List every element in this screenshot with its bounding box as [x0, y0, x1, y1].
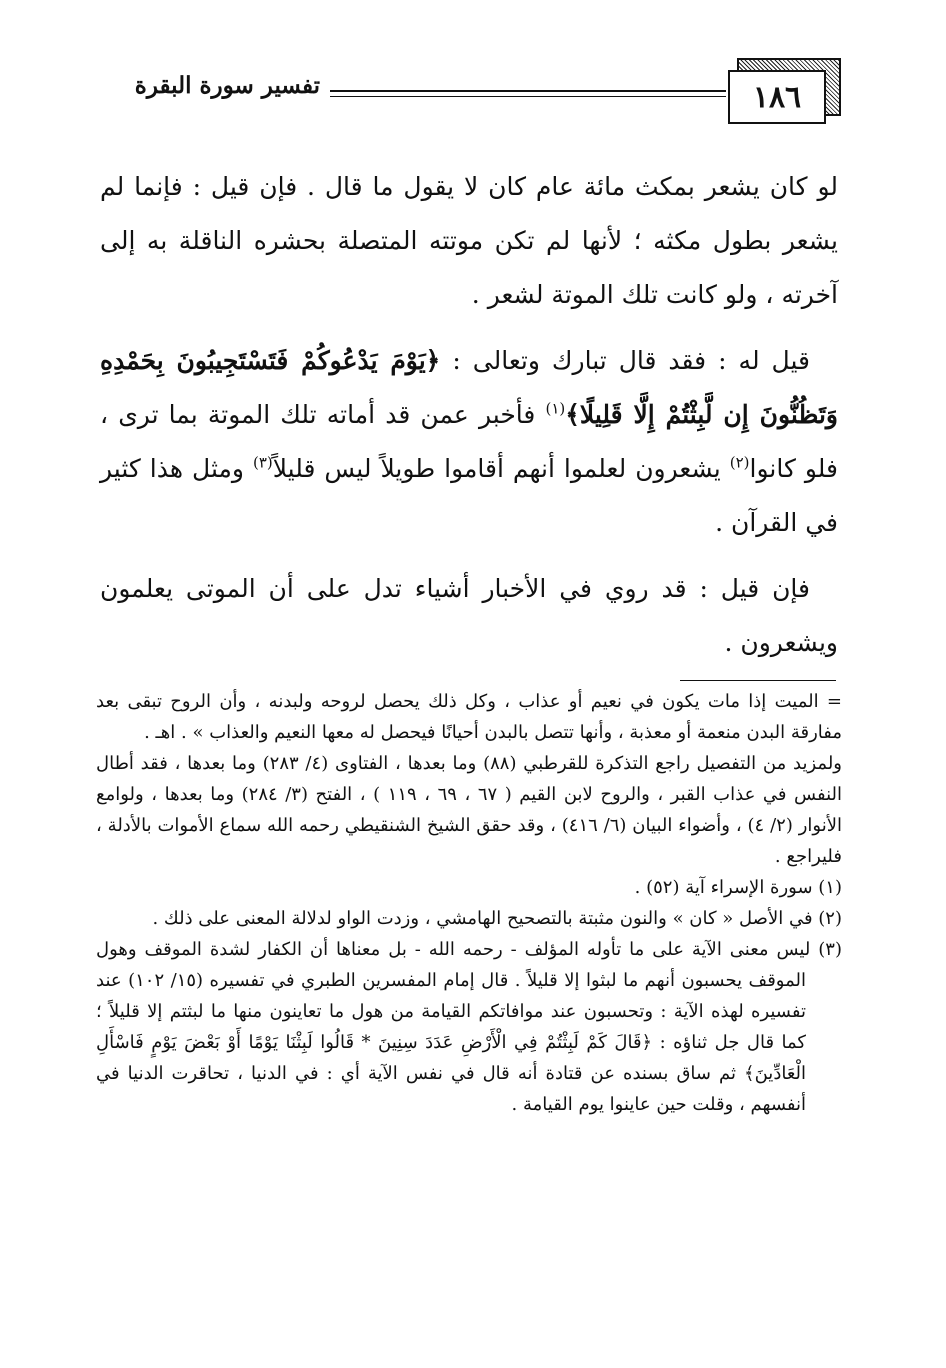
paragraph-3: فإن قيل : قد روي في الأخبار أشياء تدل على أن الموتى يعلمون ويشعرون .	[100, 574, 838, 657]
main-text	[100, 160, 838, 682]
footnote-3: (٣) ليس معنى الآية على ما تأوله المؤلف - رحمه الله - بل معناها أن الكفار لشدة الموقف وهول الموقف يحسبون أنهم ما لبثوا إلا قليلاً . قال إمام المفسرين الطبري في تفسيره (١٥/ ١٠٢) عند تفسيره لهذه الآية : وتحسبون عند موافاتكم القيامة من هول ما تعاينون منها ما لبثتم إلا قليلاً ؛ كما قال جل ثناؤه : ﴿قَالَ كَمْ لَبِثْتُمْ فِي الْأَرْضِ عَدَدَ سِنِينَ * قَالُوا لَبِثْنَا يَوْمًا أَوْ بَعْضَ يَوْمٍ فَاسْأَلِ الْعَادِّينَ﴾ ثم ساق بسنده عن قتادة أنه قال في نفس الآية أي : في الدنيا ، تحاقرت الدنيا في أنفسهم ، وقلت حين عاينوا يوم القيامة .	[96, 939, 842, 1115]
footnote-further-reading: ولمزيد من التفصيل راجع التذكرة للقرطبي (٨٨) وما بعدها ، الفتاوى (٤/ ٢٨٣) وما بعدها ، فقد أطال النفس في عذاب القبر ، والروح لابن القيم ( ٦٧ ، ٦٩ ، ١١٩ ) ، الفتح (٣/ ٢٨٤) وما بعدها ، ولوامع الأنوار (٢/ ٤) ، وأضواء البيان (٦/ ٤١٦) ، وقد حقق الشيخ الشنقيطي رحمه الله سماع الأموات بالأدلة ، فليراجع .	[96, 753, 842, 867]
footnote-2: (٢) في الأصل « كان » والنون مثبتة بالتصحيح الهامشي ، وزدت الواو لدلالة المعنى على ذلك .	[152, 908, 842, 929]
footnote-1: (١) سورة الإسراء آية (٥٢) .	[634, 877, 842, 898]
quran-verse: ﴿يَوْمَ يَدْعُوكُمْ فَتَسْتَجِيبُونَ بِحَمْدِهِ وَتَظُنُّونَ إِن لَّبِثْتُمْ إِلَّا قَلِيلًا﴾	[100, 346, 838, 429]
footnote-separator	[680, 680, 836, 681]
header-rule-thick	[330, 90, 726, 92]
page-number: ١٨٦	[728, 70, 826, 124]
paragraph-2-text-c: ومثل هذا كثير في القرآن .	[100, 454, 838, 537]
paragraph-2-intro: قيل له : فقد قال تبارك وتعالى :	[452, 346, 810, 375]
paragraph-1: لو كان يشعر بمكث مائة عام كان لا يقول ما قال . فإن قيل : فإنما لم يشعر بطول مكثه ؛ لأنها لم تكن موتته المتصلة بحشره الناقلة به إلى آخرته ، ولو كانت تلك الموتة لشعر .	[100, 172, 838, 309]
footnote-ref-2[interactable]: (٢)	[729, 453, 750, 472]
paragraph-2	[100, 334, 838, 550]
running-title: تفسير سورة البقرة	[134, 72, 320, 99]
footnote-ref-3[interactable]: (٣)	[252, 453, 273, 472]
footnote-continuation: = الميت إذا مات يكون في نعيم أو عذاب ، وكل ذلك يحصل لروحه ولبدنه ، وأن الروح تبقى بعد مفارقة البدن منعمة أو معذبة ، وأنها تتصل بالبدن أحيانًا فيحصل له معها النعيم والعذاب » . اهـ .	[96, 691, 842, 743]
paragraph-2-text-b: يشعرون لعلموا أنهم أقاموا طويلاً ليس قليلاً	[272, 454, 721, 483]
paragraph-2-text-a: فأخبر عمن قد أماته تلك الموتة بما ترى ، فلو كانوا	[100, 400, 839, 483]
footnote-ref-1[interactable]: (١)	[545, 399, 566, 418]
header-rule-thin	[330, 96, 726, 97]
footnotes	[96, 686, 842, 1120]
